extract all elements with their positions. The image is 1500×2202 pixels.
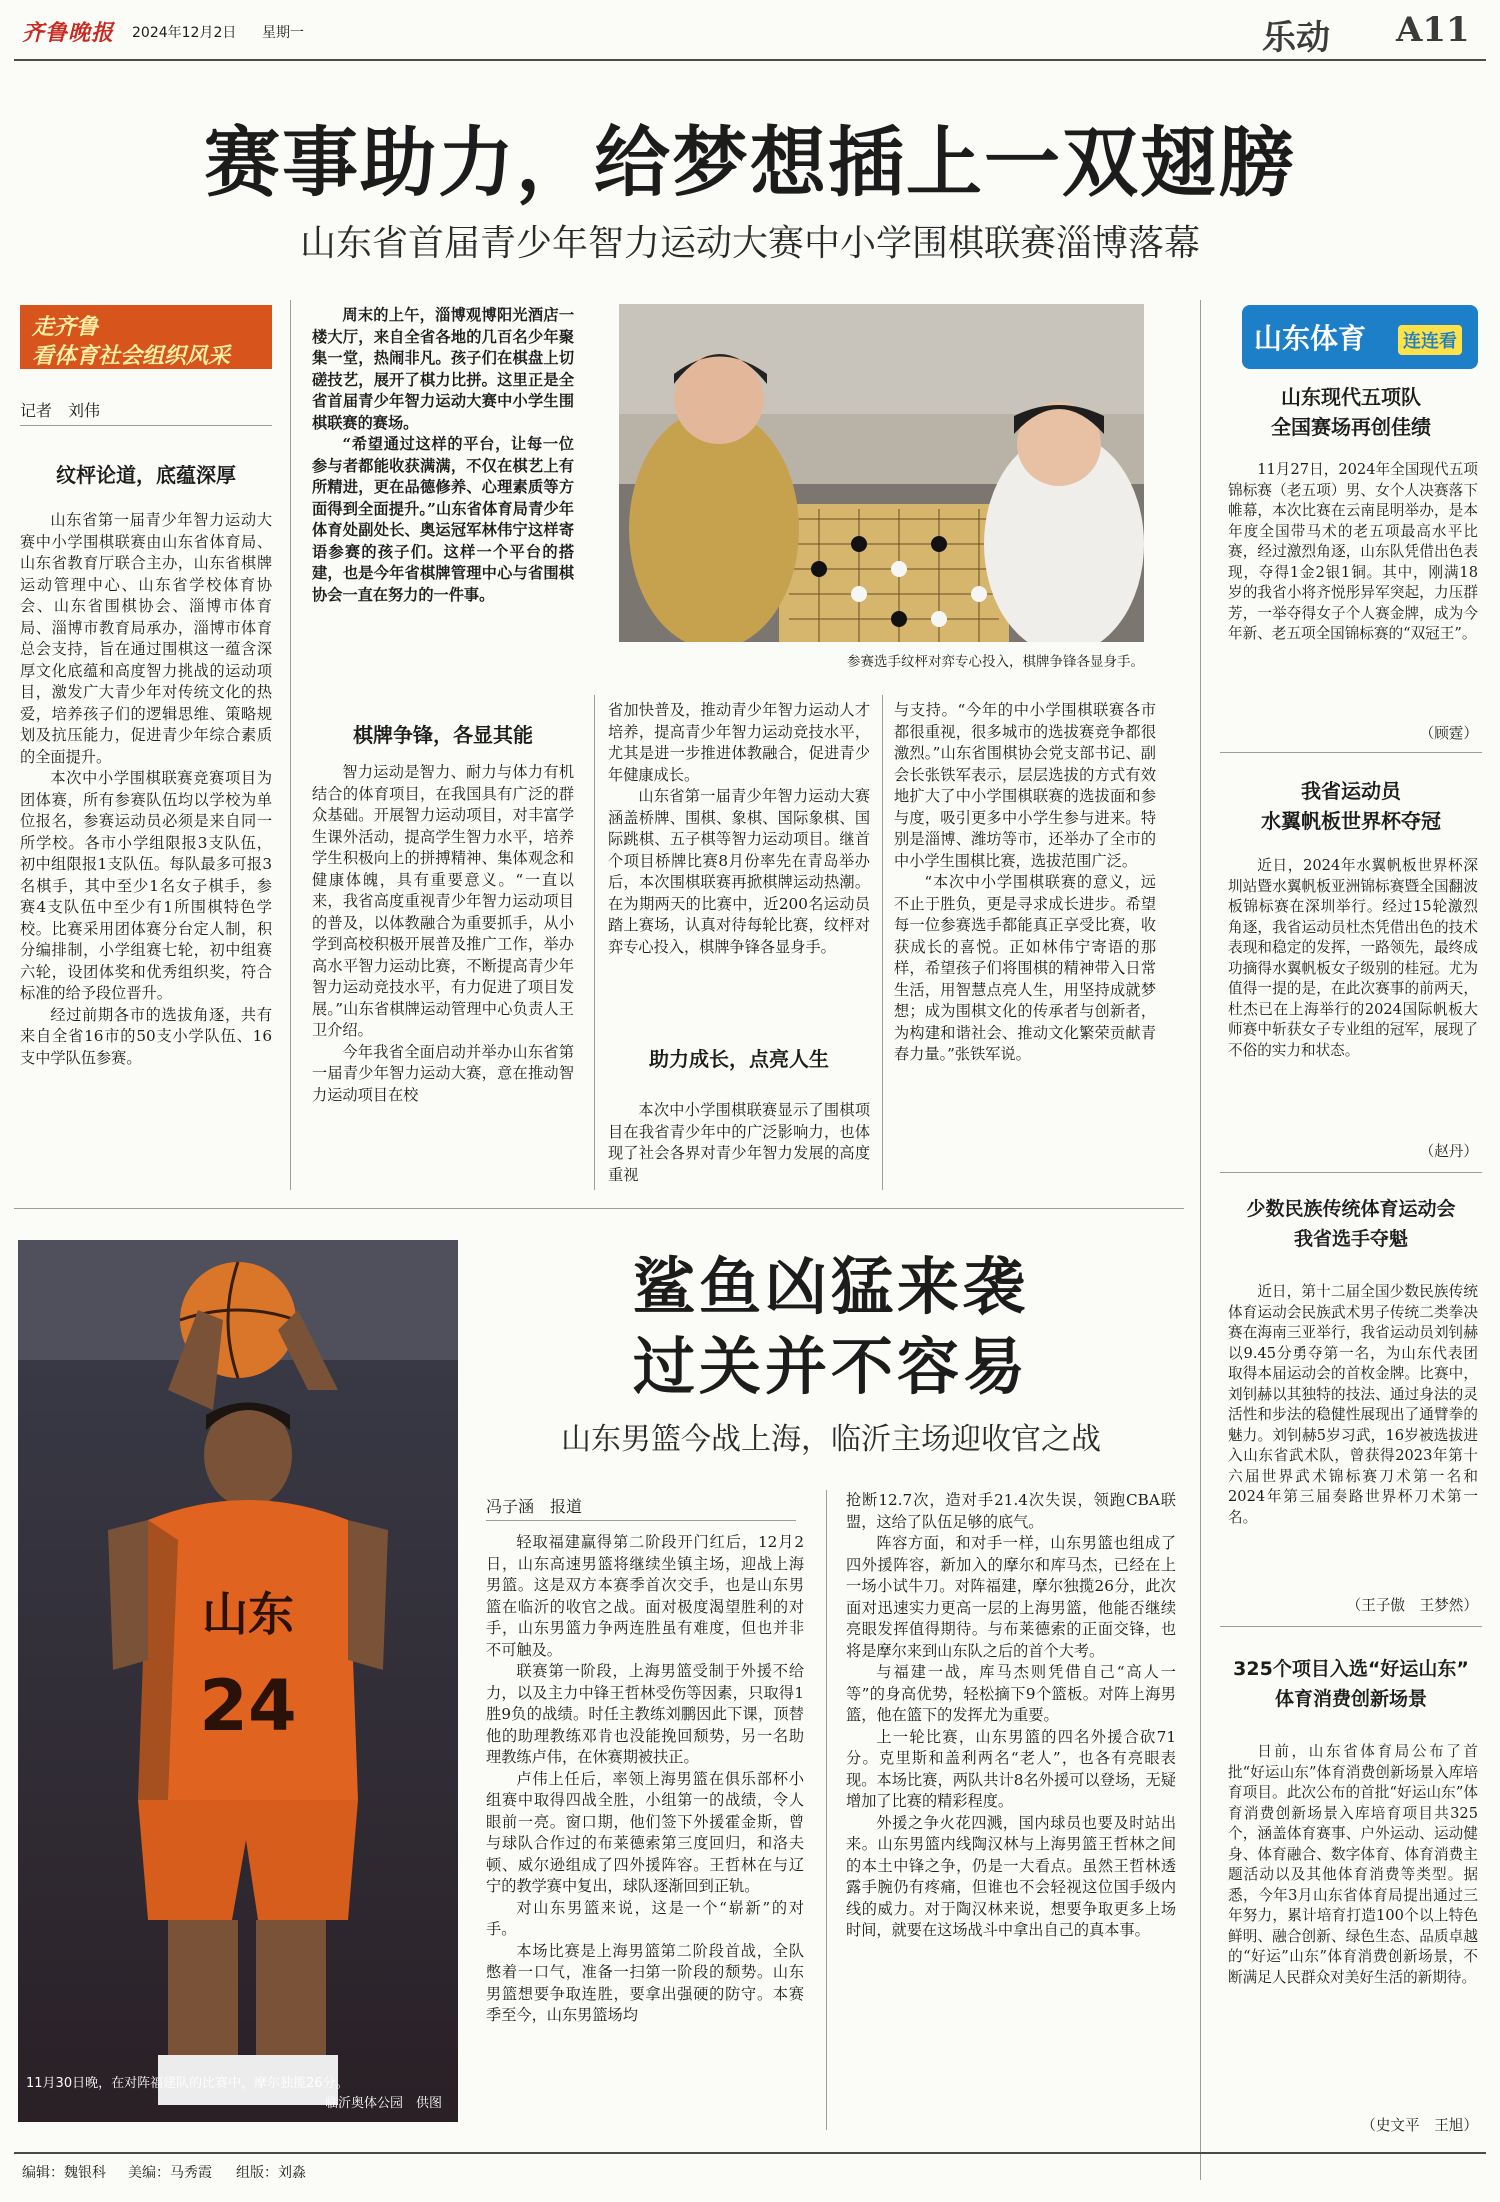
lead-byline: 记者 刘伟 [20,401,101,420]
issue-date: 2024年12月2日 [132,25,237,41]
paragraph: 周末的上午，淄博观博阳光酒店一楼大厅，来自全省各地的几百名少年聚集一堂，热闹非凡。孩子们在棋盘上切磋技艺，展开了棋力比拼。这里正是全省首届青少年智力运动大赛中小学生围棋联赛的赛场。 [312,306,574,432]
masthead-rule [14,59,1486,61]
paragraph: 本次中小学围棋联赛显示了围棋项目在我省青少年中的广泛影响力，也体现了社会各界对青少年智力发展的高度重视 [608,1101,870,1184]
sidebar-item-body [1228,856,1478,1146]
basket-headline-2: 过关并不容易 [632,1330,1029,1403]
paragraph: 与福建一战，库马杰则凭借自己“高人一等”的身高优势，轻松摘下9个篮板。对阵上海男篮，他在篮下的发挥尤为重要。 [846,1663,1176,1724]
paragraph: 上一轮比赛，山东男篮的四名外援合砍71分。克里斯和盖利两名“老人”，也各有亮眼表现。本场比赛，两队共计8名外援可以登场，无疑增加了比赛的精彩程度。 [846,1727,1176,1810]
banner-line-2: 看体育社会组织风采 [32,344,231,369]
story-divider [14,1208,1184,1209]
sidebar-item-signature: （史文平 王旭） [1361,2117,1478,2134]
page-number: A11 [1396,10,1470,50]
issue-weekday: 星期一 [262,25,304,41]
sidebar-item-title: 山东现代五项队 全国赛场再创佳绩 [1271,385,1431,439]
sidebar-divider [1220,1626,1482,1627]
paragraph: 对山东男篮来说，这是一个“崭新”的对手。 [486,1898,804,1938]
lead-col1 [20,510,272,1192]
paragraph: “本次中小学围棋联赛的意义，远不止于胜负，更是寻求成长进步。希望每一位参赛选手都能真正享受比赛，收获成长的喜悦。正如林伟宁寄语的那样，希望孩子们将围棋的精神带入日常生活，用智慧点亮人生，用坚持成就梦想；成为围棋文化的传承者与创新者，为构建和谐社会、推动文化繁荣贡献青春力量。”张铁军说。 [894,873,1156,1063]
sidebar-item-signature: （顾霆） [1419,725,1478,742]
footer-editor: 编辑：魏银科 [22,2165,106,2181]
paragraph: 外援之争火花四溅，国内球员也要及时站出来。山东男篮内线陶汉林与上海男篮王哲林之间的本土中锋之争，仍是一大看点。虽然王哲林透露手腕仍有疼痛，但谁也不会轻视这位国手级内线的威力。对于陶汉林来说，想要争取更多上场时间，就要在这场战斗中拿出自己的真本事。 [846,1813,1176,1939]
sidebar-item-body [1228,460,1478,752]
paragraph: 山东省第一届青少年智力运动大赛涵盖桥牌、围棋、象棋、国际象棋、国际跳棋、五子棋等智力运动项目。继首个项目桥牌比赛8月份率先在青岛举办后，本次围棋联赛再掀棋牌运动热潮。在为期两天的比赛中，近200名运动员踏上赛场，认真对待每轮比赛，纹枰对弈专心投入，棋牌争锋各显身手。 [608,787,870,956]
col-rule [882,695,883,1190]
sidebar-item-signature: （赵丹） [1419,1143,1478,1160]
paragraph: 与支持。“今年的中小学围棋联赛各市都很重视，很多城市的选拔赛竞争都很激烈。”山东省围棋协会党支部书记、副会长张铁军表示，层层选拔的方式有效地扩大了中小学围棋联赛的选拔面和参与度，吸引更多中小学生参与进来。特别是淄博、潍坊等市，还举办了全市的中小学生围棋比赛，选拔范围广泛。 [894,701,1156,870]
section3-title: 助力成长，点亮人生 [649,1047,829,1071]
sidebar-rule [1200,300,1201,2180]
paragraph: 阵容方面，和对手一样，山东男篮也组成了四外援阵容，新加入的摩尔和库马杰，已经在上一场小试牛刀。对阵福建，摩尔独揽26分，此次面对迅速实力更高一层的上海男篮，他能否继续亮眼发挥值得期待。与布莱德索的正面交锋，也将是摩尔来到山东队之后的首个大考。 [846,1534,1176,1660]
sidebar-item-body [1228,1742,1478,2114]
banner-line-1: 走齐鲁 [32,315,99,340]
go-photo-caption: 参赛选手纹枰对弈专心投入，棋牌争锋各显身手。 [847,654,1144,670]
lead-col3-bottom [608,1100,870,1192]
basket-byline: 冯子涵 报道 [486,1497,583,1516]
paragraph: 本场比赛是上海男篮第二阶段首战，全队憋着一口气，准备一扫第一阶段的颓势。山东男篮想要争取连胜，要拿出强硬的防守。本赛季至今，山东男篮场均 [486,1941,804,2024]
footer-art: 美编：马秀霞 [128,2165,212,2181]
lead-headline: 赛事助力，给梦想插上一双翅膀 [204,118,1296,207]
paragraph: 抢断12.7次，造对手21.4次失误，领跑CBA联盟，这给了队伍足够的底气。 [846,1491,1176,1531]
col-rule [290,300,291,1190]
player-photo-caption-1: 11月30日晚，在对阵福建队的比赛中，摩尔独揽26分。 [26,2076,349,2091]
byline-rule [20,425,272,426]
column-banner [20,305,272,369]
col-rule [826,1490,827,2130]
sidebar-logo-text: 山东体育 [1254,322,1367,355]
go-match-illustration [619,304,1144,642]
paragraph: 智力运动是智力、耐力与体力有机结合的体育项目，在我国具有广泛的群众基础。开展智力运动项目，对丰富学生课外活动，提高学生智力水平，培养学生积极向上的拼搏精神、集体观念和健康体魄，具有重要意义。“一直以来，我省高度重视青少年智力运动项目的普及，以体教融合为重要抓手，从小学到高校积极开展普及推广工作，举办高水平智力运动比赛，不断提高青少年智力运动竞技水平，有力促进了项目发展。”山东省棋牌运动管理中心负责人王卫介绍。 [312,763,574,1039]
lead-subhead: 山东省首届青少年智力运动大赛中小学围棋联赛淄博落幕 [299,223,1200,264]
footer-rule [14,2152,1486,2154]
basket-byline-rule [486,1520,796,1521]
col-rule [594,695,595,1190]
paragraph: 日前，山东省体育局公布了首批“好运山东”体育消费创新场景入库培育项目。此次公布的首批“好运山东”体育消费创新场景入库培育项目共325个，涵盖体育赛事、户外运动、运动健身、体育融合、数字体育、体育消费主题活动以及其他体育消费等类型。据悉，今年3月山东省体育局提出通过三年努力，累计培育打造100个以上特色鲜明、融合创新、绿色生态、品质卓越的“好运”山东”体育消费创新场景，不断满足人民群众对美好生活的新期待。 [1228,1743,1478,1986]
sidebar-divider [1220,752,1482,753]
paragraph: 省加快普及，推动青少年智力运动人才培养，提高青少年智力运动竞技水平，尤其是进一步推进体教融合，促进青少年健康成长。 [608,701,870,784]
paragraph: 山东省第一届青少年智力运动大赛中小学围棋联赛由山东省体育局、山东省教育厅联合主办，山东省棋牌运动管理中心、山东省学校体育协会、山东省围棋协会、淄博市体育局、淄博市教育局承办，淄博市体育总会支持，旨在通过围棋这一蕴含深厚文化底蕴和高度智力挑战的运动项目，激发广大青少年对传统文化的热爱，培养孩子们的逻辑思维、策略规划及抗压能力，促进青少年综合素质的全面提升。 [20,511,272,766]
paragraph: 经过前期各市的选拔角逐，共有来自全省16市的50支小学队伍、16支中学队伍参赛。 [20,1005,272,1067]
paper-logo: 齐鲁晚报 [22,20,115,46]
jersey-team-text: 山东 [202,1587,294,1641]
sidebar-item-signature: （王子傲 王梦然） [1346,1597,1478,1614]
footer-proof: 组版：刘淼 [236,2165,306,2181]
basket-headline-1: 鲨鱼凶猛来袭 [632,1250,1029,1323]
sidebar-divider [1220,1172,1482,1173]
lead-col2-bottom [312,762,574,1192]
paragraph: 轻取福建赢得第二阶段开门红后，12月2日，山东高速男篮将继续坐镇主场，迎战上海男篮。这是双方本赛季首次交手，也是山东男篮在临沂的收官之战。面对极度渴望胜利的对手，山东男篮力争两连胜虽有难度，但也并非不可触及。 [486,1533,804,1659]
sidebar-item-title: 我省运动员 水翼帆板世界杯夺冠 [1261,779,1441,833]
paragraph: 近日，第十二届全国少数民族传统体育运动会民族武术男子传统二类拳决赛在海南三亚举行，我省运动员刘钊赫以9.45分勇夺第一名，为山东代表团取得本届运动会的首枚金牌。比赛中，刘钊赫以其独特的技法、通过身法的灵活性和步法的稳健性展现出了通臂拳的魅力。刘钊赫5岁习武，16岁被选拔进入山东省武术队，曾获得2023年第十六届世界武术锦标赛刀术第一名和2024年第三届奏路世界杯刀术第一名。 [1228,1283,1478,1526]
lead-col2-top [312,305,574,643]
section2-title: 棋牌争锋，各显其能 [353,723,533,747]
paragraph: 近日，2024年水翼帆板世界杯深圳站暨水翼帆板亚洲锦标赛暨全国翻波板锦标赛在深圳举行。经过15轮激烈角逐，我省运动员杜杰凭借出色的技术表现和稳定的发挥，一路领先，最终成功摘得水翼帆板女子级别的桂冠。尤为值得一提的是，在此次赛事的前两天，杜杰已在上海举行的2024国际帆板大师赛中斩获女子专业组的冠军，展现了不俗的实力和状态。 [1228,857,1478,1059]
paragraph: 今年我省全面启动并举办山东省第一届青少年智力运动大赛，意在推动智力运动项目在校 [312,1042,574,1104]
lead-col3 [608,700,870,970]
sidebar-item-body [1228,1282,1478,1598]
basket-col1 [486,1532,804,2130]
player-illustration [18,1240,458,2122]
jersey-number-text: 24 [199,1665,297,1747]
player-photo-caption-2: 临沂奥体公园 供图 [324,2096,442,2111]
sidebar-logo [1242,305,1478,369]
basketball-player-photo [18,1240,458,2122]
basket-col2 [846,1490,1176,2130]
paragraph: 卢伟上任后，率领上海男篮在俱乐部杯小组赛中取得四战全胜，小组第一的战绩，令人眼前一亮。窗口期，他们签下外援霍金斯，曾与球队合作过的布莱德索第三度回归，和洛夫顿、威尔逊组成了四外援阵容。王哲林在与辽宁的教学赛中复出，球队逐渐回到正轨。 [486,1769,804,1895]
section1-title: 纹枰论道，底蕴深厚 [56,463,236,487]
go-match-photo [619,304,1144,642]
basket-subhead: 山东男篮今战上海，临沂主场迎收官之战 [561,1422,1101,1457]
paragraph: “希望通过这样的平台，让每一位参与者都能收获满满，不仅在棋艺上有所精进，更在品德修养、心理素质等方面得到全面提升。”山东省体育局青少年体育处副处长、奥运冠军林伟宁这样寄语参赛的孩子们。这样一个平台的搭建，也是今年省棋牌管理中心与省围棋协会一直在努力的一件事。 [312,435,574,604]
paragraph: 本次中小学围棋联赛竞赛项目为团体赛，所有参赛队伍均以学校为单位报名，参赛运动员必须是来自同一所学校。各市小学组限报3支队伍，初中组限报1支队伍。每队最多可报3名棋手，其中至少1名女子棋手，参赛4支队伍中至少有1所围棋特色学校。比赛采用团体赛分台定人制，积分编排制，小学组赛七轮，初中组赛六轮，设团体奖和优秀组织奖，符合标准的给予段位晋升。 [20,769,272,1002]
sidebar-logo-tag: 连连看 [1398,325,1462,355]
masthead [0,0,1500,60]
paragraph: 联赛第一阶段，上海男篮受制于外援不给力，以及主力中锋王哲林受伤等因素，只取得1胜9负的战绩。时任主教练刘鹏因此下课，顶替他的助理教练邓肯也没能挽回颓势，另一名助理教练卢伟，在休赛期被扶正。 [486,1662,804,1766]
paragraph: 11月27日，2024年全国现代五项锦标赛（老五项）男、女个人决赛落下帷幕，本次比赛在云南昆明举办，是本年度全国带马术的老五项最高水平比赛，经过激烈角逐，山东队凭借出色表现，夺得1金2银1铜。其中，刚满18岁的我省小将齐悦彤异军突起，力压群芳，一举夺得女子个人赛金牌，成为今年新、老五项全国锦标赛的“双冠王”。 [1228,461,1478,642]
section-name: 乐动 [1262,18,1330,58]
sidebar-item-title: 325个项目入选“好运山东” 体育消费创新场景 [1233,1658,1469,1710]
lead-col4 [894,700,1156,1192]
sidebar-item-title: 少数民族传统体育运动会 我省选手夺魁 [1246,1198,1456,1250]
